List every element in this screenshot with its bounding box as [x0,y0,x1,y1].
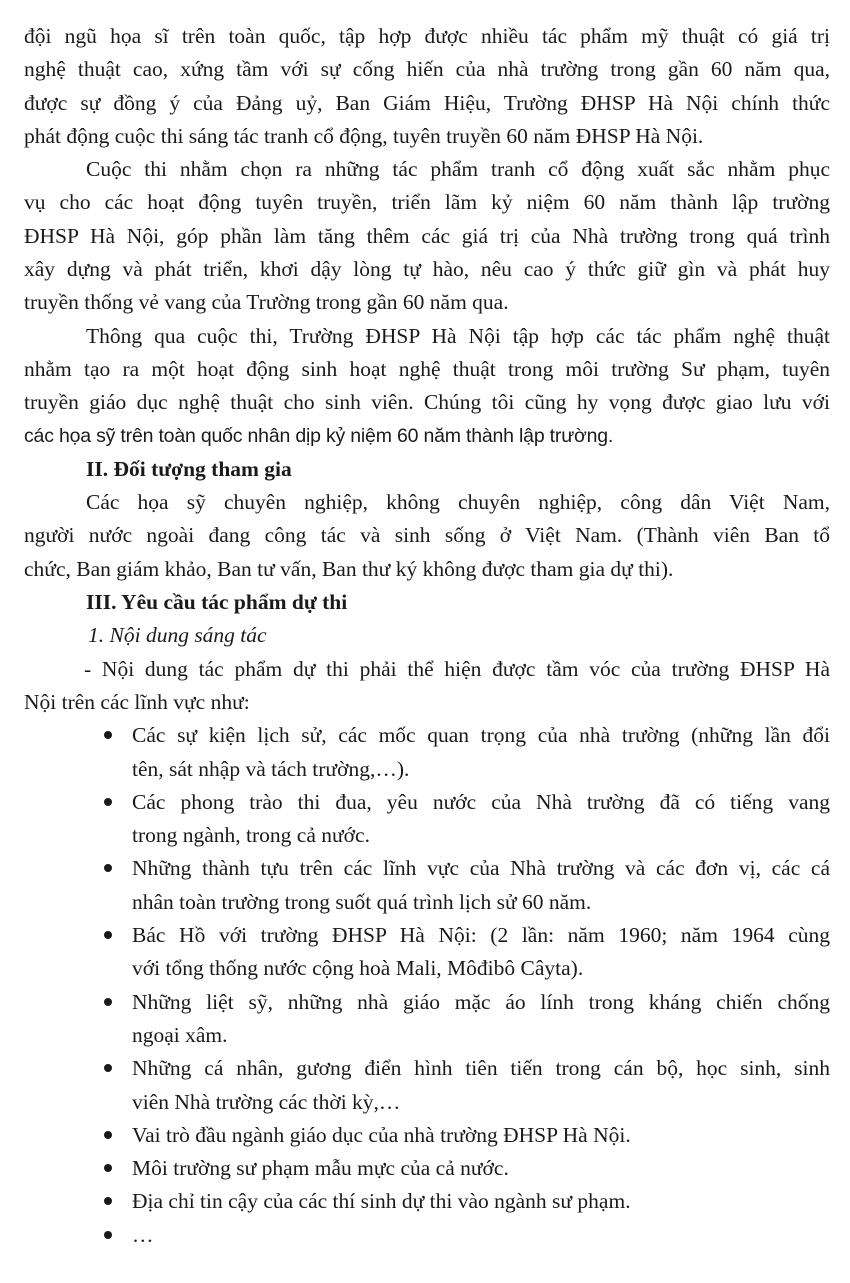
text-line: Các sự kiện lịch sử, các mốc quan trọng của nhà trường (những lần đổi [132,723,830,748]
text-line: Cuộc thi nhằm chọn ra những tác phẩm tranh cổ động xuất sắc nhằm phục [86,157,830,182]
text-line: Bác Hồ với trường ĐHSP Hà Nội: (2 lần: năm 1960; năm 1964 cùng [132,923,830,948]
list-item [24,1185,830,1218]
text-line: viên Nhà trường các thời kỳ,… [132,1089,401,1114]
text-line: các họa sỹ trên toàn quốc nhân dịp kỷ niệm 60 năm thành lập trường. [24,424,614,447]
bullet-icon [104,1064,112,1072]
text-line: trong ngành, trong cả nước. [132,823,370,848]
text-line: ĐHSP Hà Nội, góp phần làm tăng thêm các giá trị của Nhà trường trong quá trình [24,223,830,248]
bullet-icon [104,931,112,939]
document-page [24,20,830,1252]
text-line: vụ cho các hoạt động tuyên truyền, triển lãm kỷ niệm 60 năm thành lập trường [24,190,830,215]
text-line: Môi trường sư phạm mẫu mực của cả nước. [132,1156,509,1181]
paragraph-intro [24,20,830,153]
bullet-icon [104,1197,112,1205]
text-line: … [132,1222,154,1247]
list-item [24,1152,830,1185]
bullet-list [24,719,830,1252]
paragraph-purpose [24,153,830,319]
bullet-icon [104,798,112,806]
text-line: Những thành tựu trên các lĩnh vực của Nhà trường và các đơn vị, các cá [132,856,830,881]
list-item [24,1052,830,1119]
list-item [24,786,830,853]
bullet-icon [104,731,112,739]
text-line: chức, Ban giám khảo, Ban tư vấn, Ban thư ký không được tham gia dự thi). [24,556,674,581]
text-line: ngoại xâm. [132,1022,228,1047]
text-line: Vai trò đầu ngành giáo dục của nhà trường ĐHSP Hà Nội. [132,1122,631,1147]
bullet-icon [104,1164,112,1172]
list-item [24,1119,830,1152]
text-line: người nước ngoài đang công tác và sinh sống ở Việt Nam. (Thành viên Ban tổ [24,523,830,548]
text-line: truyền thống vẻ vang của Trường trong gần 60 năm qua. [24,290,509,315]
text-line: phát động cuộc thi sáng tác tranh cổ động, tuyên truyền 60 năm ĐHSP Hà Nội. [24,123,704,148]
text-line: - Nội dung tác phẩm dự thi phải thể hiện được tầm vóc của trường ĐHSP Hà [84,656,830,681]
text-line: tên, sát nhập và tách trường,…). [132,756,410,781]
text-line: Các họa sỹ chuyên nghiệp, không chuyên nghiệp, công dân Việt Nam, [86,490,830,515]
text-line: Những liệt sỹ, những nhà giáo mặc áo lính trong kháng chiến chống [132,989,830,1014]
bullet-icon [104,1231,112,1239]
text-line: nghệ thuật cao, xứng tầm với sự cống hiến của nhà trường trong gần 60 năm qua, [24,57,830,82]
subsection-heading: 1. Nội dung sáng tác [88,623,267,648]
list-item [24,852,830,919]
text-line: Địa chỉ tin cậy của các thí sinh dự thi vào ngành sư phạm. [132,1189,631,1214]
text-line: nhân toàn trường trong suốt quá trình lịch sử 60 năm. [132,889,592,914]
text-line: Những cá nhân, gương điển hình tiên tiến trong cán bộ, học sinh, sinh [132,1056,830,1081]
section-heading: II. Đối tượng tham gia [86,456,292,481]
list-item [24,1219,830,1252]
text-line: xây dựng và phát triển, khơi dậy lòng tự hào, nêu cao ý thức giữ gìn và phát huy [24,257,830,282]
list-item [24,986,830,1053]
text-line: Thông qua cuộc thi, Trường ĐHSP Hà Nội tập hợp các tác phẩm nghệ thuật [86,323,830,348]
text-line: đội ngũ họa sĩ trên toàn quốc, tập hợp được nhiều tác phẩm mỹ thuật có giá trị [24,24,830,48]
text-line: nhằm tạo ra một hoạt động sinh hoạt nghệ thuật trong môi trường Sư phạm, tuyên [24,356,830,381]
bullet-icon [104,1131,112,1139]
text-line: Các phong trào thi đua, yêu nước của Nhà trường đã có tiếng vang [132,789,830,814]
text-line: truyền giáo dục nghệ thuật cho sinh viên. Chúng tôi cũng hy vọng được giao lưu với [24,390,830,415]
text-line: Nội trên các lĩnh vực như: [24,689,250,714]
paragraph-through [24,320,830,453]
bullet-icon [104,864,112,872]
list-item [24,919,830,986]
text-line: được sự đồng ý của Đảng uỷ, Ban Giám Hiệu, Trường ĐHSP Hà Nội chính thức [24,90,830,115]
bullet-icon [104,998,112,1006]
section-participants [24,453,830,586]
section-requirements [24,586,830,1252]
list-item [24,719,830,786]
text-line: với tổng thống nước cộng hoà Mali, Môđibô Câyta). [132,956,584,981]
section-heading: III. Yêu cầu tác phẩm dự thi [86,590,348,615]
